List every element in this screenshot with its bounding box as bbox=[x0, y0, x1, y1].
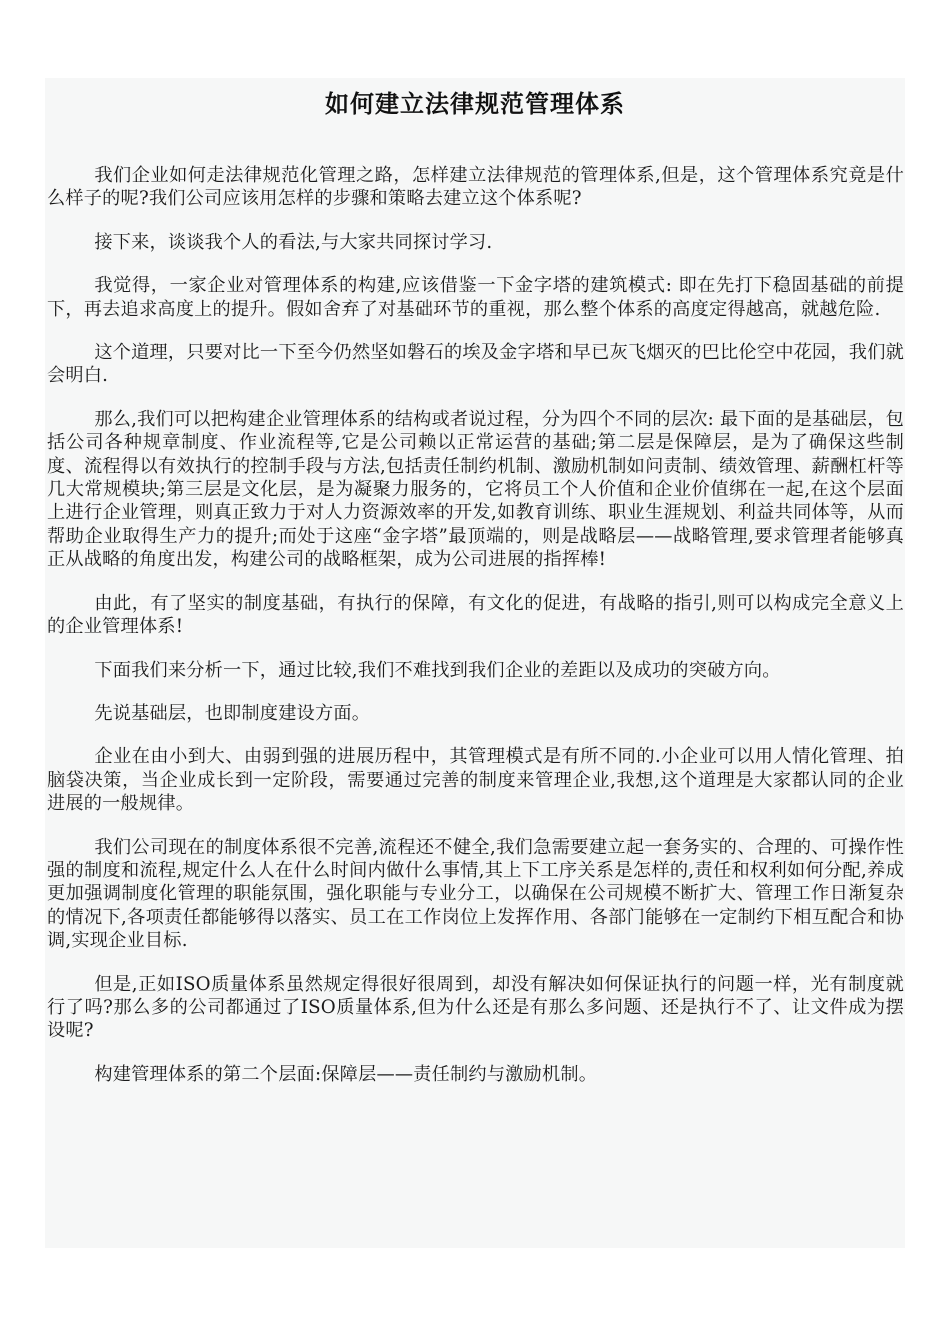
paragraph-four-layers: 那么,我们可以把构建企业管理体系的结构或者说过程，分为四个不同的层次: 最下面的是基础层，包括公司各种规章制度、作业流程等,它是公司赖以正常运营的基础;第二层是保障层，是为了确保这些制度、流程得以有效执行的控制手段与方法,包括责任制约机制、激励机制如问责制、绩效管理、薪酬杠杆等几大常规模块;第三层是文化层，是为凝聚力服务的，它将员工个人价值和企业价值绑在一起,在这个层面上进行企业管理，则真正致力于对人力资源效率的开发,如教育训练、职业生涯规划、利益共同体等，从而帮助企业取得生产力的提升;而处于这座“金字塔”最顶端的，则是战略层——战略管理,要求管理者能够真正从战略的角度出发，构建公司的战略框架，成为公司进展的指挥棒! bbox=[47, 408, 904, 571]
paragraph-analysis-intro: 下面我们来分析一下，通过比较,我们不难找到我们企业的差距以及成功的突破方向。 bbox=[94, 659, 781, 681]
paragraph-intro-question: 我们企业如何走法律规范化管理之路，怎样建立法律规范的管理体系,但是，这个管理体系究竟是什么样子的呢?我们公司应该用怎样的步骤和策略去建立这个体系呢? bbox=[47, 165, 904, 210]
paragraph-foundation-layer: 先说基础层，也即制度建设方面。 bbox=[94, 702, 371, 724]
paragraph-personal-view: 接下来，谈谈我个人的看法,与大家共同探讨学习. bbox=[94, 231, 493, 253]
paragraph-complete-system: 由此，有了坚实的制度基础，有执行的保障，有文化的促进，有战略的指引,则可以构成完全意义上的企业管理体系! bbox=[47, 592, 904, 638]
paragraph-enterprise-growth: 企业在由小到大、由弱到强的进展历程中，其管理模式是有所不同的.小企业可以用人情化管理、拍脑袋决策，当企业成长到一定阶段，需要通过完善的制度来管理企业,我想,这个道理是大家都认同的企业进展的一般规律。 bbox=[47, 746, 904, 815]
paragraph-pyramid-comparison: 这个道理，只要对比一下至今仍然坚如磐石的埃及金字塔和早已灰飞烟灭的巴比伦空中花园，我们就会明白. bbox=[47, 342, 904, 387]
paragraph-iso-example: 但是,正如ISO质量体系虽然规定得很好很周到，却没有解决如何保证执行的问题一样，光有制度就行了吗?那么多的公司都通过了ISO质量体系,但为什么还是有那么多问题、还是执行不了、让文件成为摆设呢? bbox=[47, 973, 904, 1042]
paragraph-current-system: 我们公司现在的制度体系很不完善,流程还不健全,我们急需要建立起一套务实的、合理的、可操作性强的制度和流程,规定什么人在什么时间内做什么事情,其上下工序关系是怎样的,责任和权利如何分配,养成更加强调制度化管理的职能氛围，强化职能与专业分工，以确保在公司规模不断扩大、管理工作日渐复杂的情况下,各项责任都能够得以落实、员工在工作岗位上发挥作用、各部门能够在一定制约下相互配合和协调,实现企业目标. bbox=[47, 836, 904, 952]
document-title: 如何建立法律规范管理体系 bbox=[325, 90, 625, 118]
paragraph-pyramid-model: 我觉得，一家企业对管理体系的构建,应该借鉴一下金字塔的建筑模式: 即在先打下稳固基础的前提下，再去追求高度上的提升。假如舍弃了对基础环节的重视，那么整个体系的高度定得越高，就越危险. bbox=[47, 275, 904, 320]
document-page bbox=[45, 78, 905, 1248]
document-body bbox=[45, 164, 905, 1086]
paragraph-second-layer: 构建管理体系的第二个层面:保障层——责任制约与激励机制。 bbox=[94, 1063, 598, 1085]
